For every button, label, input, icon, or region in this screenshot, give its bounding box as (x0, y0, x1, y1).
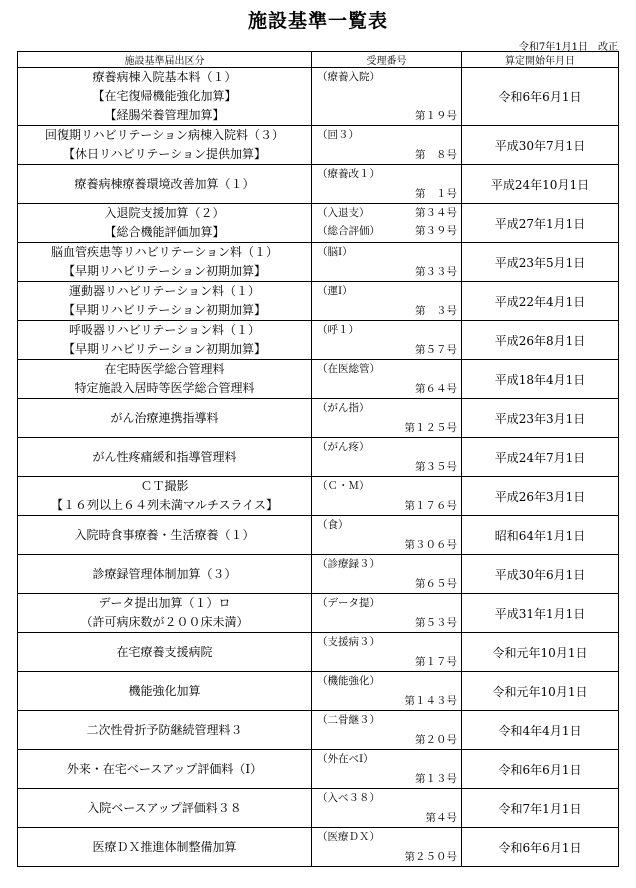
table-row (18, 594, 619, 633)
acceptance-number-cell (312, 243, 462, 282)
start-date-cell: 平成23年5月1日 (462, 243, 619, 282)
acceptance-entry (312, 438, 461, 456)
start-date-cell: 平成18年4月1日 (462, 360, 619, 399)
table-row (18, 126, 619, 165)
acceptance-entry (312, 68, 461, 86)
acceptance-number-cell (312, 750, 462, 789)
start-date-cell: 平成23年3月1日 (462, 399, 619, 438)
category-line: （許可病床数が２００床未満） (80, 615, 249, 629)
category-line: 【早期リハビリテーション初期加算】 (63, 342, 266, 356)
category-cell (18, 711, 312, 750)
acceptance-number: 第６５号 (415, 578, 457, 590)
category-cell (18, 789, 312, 828)
table-row (18, 516, 619, 555)
category-cell (18, 68, 312, 126)
acceptance-number: 第１９号 (415, 110, 457, 122)
start-date-cell: 平成30年7月1日 (462, 126, 619, 165)
start-date-cell: 平成24年10月1日 (462, 165, 619, 204)
category-line: がん治療連携指導料 (110, 410, 219, 425)
acceptance-entry (312, 594, 461, 612)
acceptance-code: （Ｃ・Ｍ） (317, 480, 370, 492)
acceptance-number-cell (312, 594, 462, 633)
start-date-cell: 平成31年1月1日 (462, 594, 619, 633)
table-row (18, 711, 619, 750)
acceptance-number: 第 ３号 (415, 305, 457, 317)
acceptance-entry (312, 126, 461, 144)
start-date-cell: 令和元年10月1日 (462, 633, 619, 672)
acceptance-number-cell (312, 633, 462, 672)
acceptance-entry (312, 282, 461, 300)
acceptance-entry (312, 633, 461, 651)
category-cell (18, 126, 312, 165)
start-date-cell: 令和6年6月1日 (462, 68, 619, 126)
acceptance-code: （がん指） (317, 402, 370, 414)
acceptance-number-cell (312, 399, 462, 438)
acceptance-entry (312, 243, 461, 261)
category-line: 【早期リハビリテーション初期加算】 (63, 264, 266, 278)
acceptance-code: （療養入院） (317, 71, 380, 83)
table-row (18, 360, 619, 399)
acceptance-number: 第１７号 (415, 656, 457, 668)
acceptance-entry (312, 399, 461, 417)
category-line: 入退院支援加算（２） (104, 206, 225, 220)
acceptance-number: 第３３号 (415, 266, 457, 278)
acceptance-entry (312, 321, 461, 339)
category-cell (18, 243, 312, 282)
category-line: 【経腸栄養管理加算】 (104, 108, 225, 122)
acceptance-number: 第３５号 (415, 461, 457, 473)
start-date-cell: 令和6年6月1日 (462, 750, 619, 789)
acceptance-number: 第 １号 (415, 188, 457, 200)
category-cell (18, 360, 312, 399)
table-row (18, 828, 619, 867)
acceptance-entry (312, 204, 461, 222)
start-date-cell: 令和7年1月1日 (462, 789, 619, 828)
acceptance-number: 第６４号 (415, 383, 457, 395)
category-line: 【総合機能評価加算】 (104, 225, 225, 239)
category-line: 【１６列以上６４列未満マルチスライス】 (50, 498, 279, 512)
table-row (18, 165, 619, 204)
acceptance-number: 第２０号 (415, 734, 457, 746)
category-line: 医療ＤＸ推進体制整備加算 (92, 839, 237, 854)
category-cell (18, 555, 312, 594)
acceptance-code: （入ベ３８） (317, 792, 380, 804)
acceptance-entry (312, 711, 461, 729)
start-date-cell: 平成27年1月1日 (462, 204, 619, 243)
category-cell (18, 516, 312, 555)
acceptance-entry (312, 789, 461, 807)
acceptance-number-cell (312, 711, 462, 750)
category-cell (18, 750, 312, 789)
category-line: 【在宅復帰機能強化加算】 (92, 89, 237, 103)
acceptance-number: 第３９号 (415, 225, 457, 237)
category-line: 外来・在宅ベースアップ評価料（Ⅰ） (66, 761, 263, 776)
category-cell (18, 438, 312, 477)
category-line: 【休日リハビリテーション提供加算】 (63, 147, 266, 161)
acceptance-number-cell (312, 516, 462, 555)
category-cell (18, 399, 312, 438)
header-acceptance-number: 受理番号 (312, 52, 462, 68)
header-start-date: 算定開始年月日 (462, 52, 619, 68)
acceptance-entry (312, 165, 461, 183)
acceptance-number: 第３４号 (415, 207, 457, 219)
acceptance-number-cell (312, 165, 462, 204)
table-row (18, 282, 619, 321)
category-cell (18, 672, 312, 711)
category-line: 特定施設入居時等医学総合管理料 (74, 381, 255, 395)
acceptance-code: （がん疼） (317, 441, 370, 453)
acceptance-number-cell (312, 828, 462, 867)
category-line: ＣＴ撮影 (140, 479, 189, 493)
acceptance-code: （脳Ⅰ） (317, 246, 353, 258)
acceptance-code: （支援病３） (317, 636, 380, 648)
start-date-cell: 平成26年3月1日 (462, 477, 619, 516)
start-date-cell: 昭和64年1月1日 (462, 516, 619, 555)
category-cell (18, 594, 312, 633)
acceptance-number-cell (312, 126, 462, 165)
category-line: 入院時食事療養・生活療養（１） (74, 527, 255, 542)
category-line: 機能強化加算 (128, 683, 201, 698)
acceptance-number-cell (312, 789, 462, 828)
table-row (18, 321, 619, 360)
table-row (18, 477, 619, 516)
acceptance-code: （運Ⅰ） (317, 285, 353, 297)
category-line: 脳血管疾患等リハビリテーション料（１） (51, 245, 278, 259)
revision-date: 令和7年1月1日 改正 (518, 42, 618, 53)
category-line: 運動器リハビリテーション料（１） (69, 284, 260, 298)
facility-standards-table (17, 51, 619, 867)
table-row (18, 789, 619, 828)
acceptance-number-cell (312, 282, 462, 321)
category-line: 療養病棟療養環境改善加算（１） (74, 176, 255, 191)
acceptance-entry (312, 477, 461, 495)
acceptance-number: 第１２５号 (404, 422, 457, 434)
acceptance-number: 第１７６号 (404, 500, 457, 512)
header-category: 施設基準届出区分 (18, 52, 312, 68)
acceptance-number: 第５３号 (415, 617, 457, 629)
acceptance-entry (312, 360, 461, 378)
table-header-row (18, 52, 619, 68)
category-line: 【早期リハビリテーション初期加算】 (63, 303, 266, 317)
table-body (18, 68, 619, 867)
table-row (18, 750, 619, 789)
acceptance-code: （食） (317, 519, 349, 531)
acceptance-code: （総合評価） (317, 225, 380, 237)
acceptance-number-cell (312, 321, 462, 360)
category-cell (18, 828, 312, 867)
category-line: 診療録管理体制加算（３） (92, 566, 237, 581)
category-line: がん性疼痛緩和指導管理料 (92, 449, 237, 464)
acceptance-code: （外在ベⅠ） (317, 753, 374, 765)
acceptance-number: 第４号 (425, 812, 457, 824)
category-line: 在宅療養支援病院 (116, 644, 213, 659)
acceptance-code: （呼１） (317, 324, 359, 336)
acceptance-code: （入退支） (317, 207, 370, 219)
acceptance-number-cell (312, 360, 462, 399)
category-line: データ提出加算（１）ロ (98, 596, 231, 610)
category-cell (18, 204, 312, 243)
table-row (18, 204, 619, 243)
acceptance-code: （二骨継３） (317, 714, 380, 726)
start-date-cell: 令和4年4月1日 (462, 711, 619, 750)
start-date-cell: 平成24年7月1日 (462, 438, 619, 477)
acceptance-number-cell (312, 438, 462, 477)
start-date-cell: 平成26年8月1日 (462, 321, 619, 360)
acceptance-number-cell (312, 555, 462, 594)
acceptance-entry (312, 222, 461, 240)
table-row (18, 399, 619, 438)
category-line: 二次性骨折予防継続管理料３ (86, 722, 243, 737)
category-line: 療養病棟入院基本料（１） (92, 70, 237, 84)
acceptance-number-cell (312, 204, 462, 243)
acceptance-number: 第５７号 (415, 344, 457, 356)
category-line: 入院ベースアップ評価料３８ (87, 800, 242, 815)
acceptance-code: （機能強化） (317, 675, 380, 687)
start-date-cell: 平成22年4月1日 (462, 282, 619, 321)
acceptance-number-cell (312, 68, 462, 126)
category-cell (18, 282, 312, 321)
category-cell (18, 633, 312, 672)
acceptance-code: （診療録３） (317, 558, 380, 570)
start-date-cell: 令和元年10月1日 (462, 672, 619, 711)
acceptance-entry (312, 672, 461, 690)
acceptance-entry (312, 555, 461, 573)
acceptance-number: 第 ８号 (415, 149, 457, 161)
page-title: 施設基準一覧表 (247, 10, 388, 32)
category-line: 回復期リハビリテーション病棟入院料（３） (45, 128, 284, 142)
table-row (18, 438, 619, 477)
category-line: 在宅時医学総合管理料 (104, 362, 225, 376)
start-date-cell: 平成30年6月1日 (462, 555, 619, 594)
acceptance-number: 第１３号 (415, 773, 457, 785)
acceptance-number: 第２５０号 (404, 851, 457, 863)
category-line: 呼吸器リハビリテーション料（１） (69, 323, 260, 337)
acceptance-number-cell (312, 477, 462, 516)
table-row (18, 555, 619, 594)
acceptance-code: （回３） (317, 129, 359, 141)
acceptance-code: （在医総管） (317, 363, 380, 375)
acceptance-entry (312, 750, 461, 768)
table-row (18, 672, 619, 711)
acceptance-code: （療養改１） (317, 168, 380, 180)
acceptance-number: 第１４３号 (404, 695, 457, 707)
acceptance-entry (312, 516, 461, 534)
category-cell (18, 477, 312, 516)
acceptance-code: （データ提） (317, 597, 380, 609)
table-row (18, 68, 619, 126)
acceptance-code: （医療ＤＸ） (317, 831, 380, 843)
acceptance-entry (312, 828, 461, 846)
table-row (18, 633, 619, 672)
acceptance-number-cell (312, 672, 462, 711)
start-date-cell: 令和6年6月1日 (462, 828, 619, 867)
category-cell (18, 165, 312, 204)
acceptance-number: 第３０６号 (404, 539, 457, 551)
table-row (18, 243, 619, 282)
category-cell (18, 321, 312, 360)
